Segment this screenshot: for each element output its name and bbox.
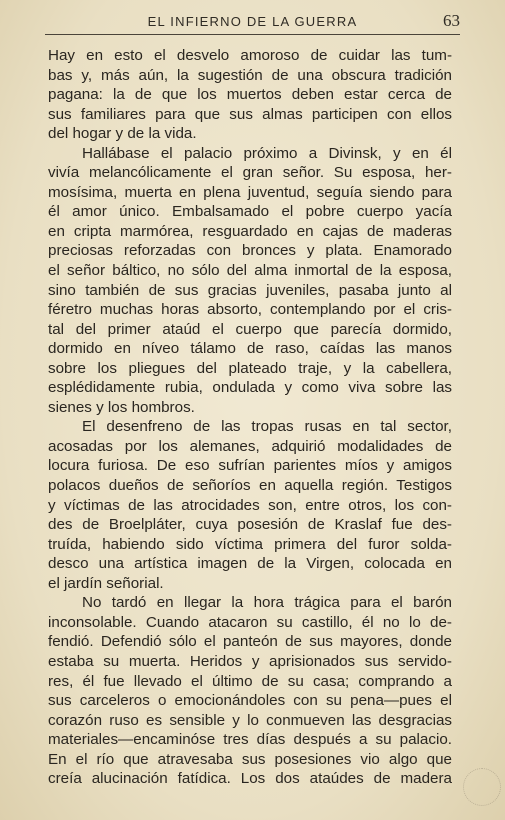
text-line: del hogar y de la vida. [48, 125, 197, 143]
text-line: fendió. Defendió sólo el panteón de sus mayores, donde [48, 633, 452, 651]
text-line: acosadas por los alemanes, adquirió modalidades de [48, 437, 452, 455]
text-line: truída, habiendo sido víctima primera del furor solda- [48, 535, 452, 553]
text-line: en cripta marmórea, resguardado en cajas de maderas [48, 222, 452, 240]
text-line: pagana: la de que los muertos deben estar cerca de [48, 86, 452, 104]
library-stamp-mark [463, 768, 501, 806]
header-rule [45, 34, 460, 35]
text-line: desco una artística imagen de la Virgen, colocada en [48, 555, 452, 573]
text-line: inconsolable. Cuando atacaron su castillo, él no lo de- [48, 613, 452, 631]
text-line: sino también de sus gracias juveniles, pasaba junto al [48, 281, 452, 299]
text-line: el jardín señorial. [48, 574, 164, 592]
text-line: des de Broelpláter, cuya posesión de Kraslaf fue des- [48, 516, 452, 534]
text-line: sus familiares para que sus almas participen con ellos [48, 105, 452, 123]
running-title: EL INFIERNO DE LA GUERRA [147, 14, 358, 29]
text-line: materiales—encaminóse tres días después a su palacio. [48, 731, 452, 749]
text-line: res, él fue llevado el último de su casa; comprando a [48, 672, 452, 690]
text-line: locura furiosa. De eso sufrían parientes míos y amigos [48, 457, 452, 475]
text-line: Hay en esto el desvelo amoroso de cuidar las tum- [48, 47, 452, 64]
text-line: y víctimas de las atrocidades son, entre otros, los con- [48, 496, 452, 514]
text-line: creía alucinación fatídica. Los dos ataúdes de madera [48, 770, 452, 788]
text-line: mosísima, muerta en plena juventud, seguía siendo para [48, 183, 452, 201]
text-line: féretro muchas horas absorto, contemplando por el cris- [48, 301, 452, 319]
text-line: esplédidamente rubia, ondulada y como viva sobre las [48, 379, 452, 397]
paragraph-first-line: No tardó en llegar la hora trágica para el barón [82, 594, 452, 612]
text-line: polacos dueños de señoríos en aquella región. Testigos [48, 477, 452, 495]
text-line: tal del primer ataúd el cuerpo que parecía dormido, [48, 320, 452, 338]
text-line: él amor único. Embalsamado el pobre cuerpo yacía [48, 203, 452, 221]
text-line: preciosas reforzadas con bronces y plata. Enamorado [48, 242, 452, 260]
text-line: corazón ruso es sensible y lo conmueven las desgracias [48, 711, 452, 729]
text-line: sienes y los hombros. [48, 398, 195, 416]
body-text [48, 46, 452, 789]
text-line: bas y, más aún, la sugestión de una obscura tradición [48, 66, 452, 84]
running-header [45, 10, 460, 32]
text-line: sus carceleros o emocionándoles con su pena—pues el [48, 692, 452, 710]
paragraph-first-line: El desenfreno de las tropas rusas en tal sector, [82, 418, 452, 436]
text-line: sobre los pliegues del plateado traje, y la cabellera, [48, 359, 452, 377]
text-line: el señor báltico, no sólo del alma inmortal de la esposa, [48, 262, 452, 280]
page-number: 63 [443, 11, 460, 30]
paragraph-first-line: Hallábase el palacio próximo a Divinsk, y en él [82, 144, 452, 162]
text-line: estaba su muerta. Heridos y aprisionados sus servido- [48, 652, 452, 670]
text-line: En el río que atravesaba sus posesiones vio algo que [48, 750, 452, 768]
text-line: vivía melancólicamente el gran señor. Su esposa, her- [48, 164, 452, 182]
text-line: dormido en níveo tálamo de raso, caídas las manos [48, 340, 452, 358]
